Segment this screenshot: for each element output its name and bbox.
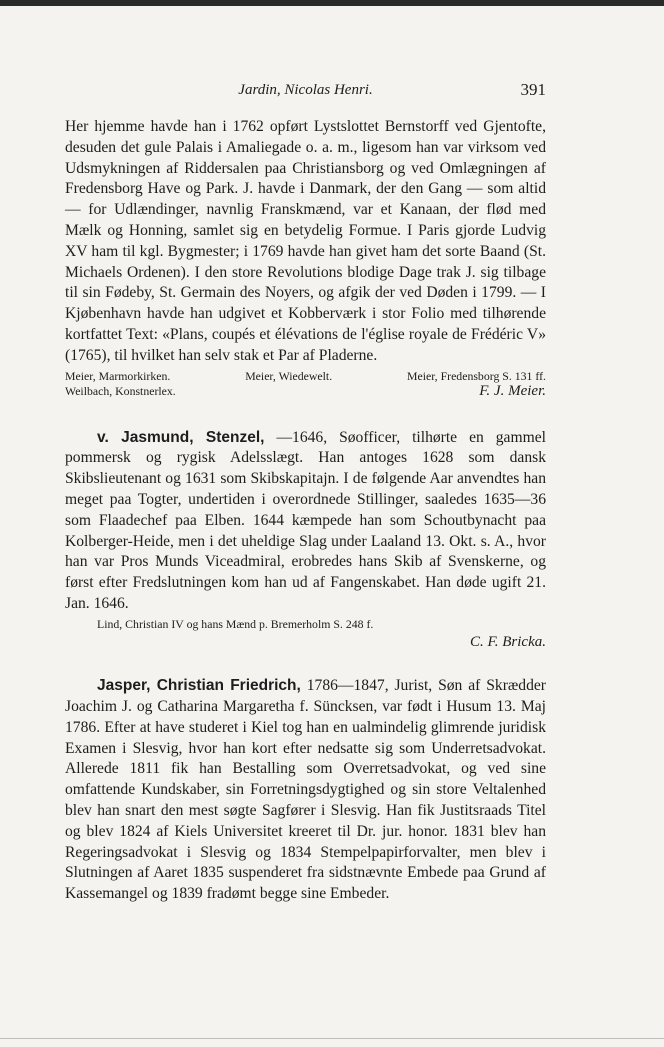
page-header [65,80,546,104]
entry-jardin-references [65,369,546,400]
reference: Lind, Christian IV og hans Mænd p. Bremerholm S. 248 f. [97,616,374,631]
reference: Meier, Marmorkirken. [65,368,171,383]
entry-jardin-body: Her hjemme havde han i 1762 opført Lystslottet Bernstorff ved Gjentofte, desuden det gule Palais i Amaliegade o. a. m., ligesom han var virksom ved Udsmykningen af Riddersalen paa Christiansborg og ved Omlægningen af Fredensborg Have og Park. J. havde i Danmark, der den Gang — som altid — for Udlændinger, navnlig Franskmænd, var et Kanaan, der flød med Mælk og Honning, samlet sig en betydelig Formue. I Paris gjorde Ludvig XV ham til kgl. Bygmester; i 1769 havde han givet ham det sorte Baand (St. Michaels Ordenen). I den store Revolutions blodige Dage trak J. sig tilbage til sin Fødeby, St. Germain des Noyers, og afgik der ved Døden i 1799. — I Kjøbenhavn havde han udgivet et Kobberværk i stor Folio med tilhørende kortfattet Text: «Plans, coupés et élévations de l'église royale de Frédéric V» (1765), til hvilket han selv stak et Par af Pladerne. [65,118,546,364]
entry-jasmund [65,428,546,615]
reference: Meier, Wiedewelt. [245,368,333,383]
entry-jasmund-references [65,617,546,633]
page-number: 391 [520,80,546,99]
entry-jasper [65,676,546,905]
reference-line [65,369,546,385]
entry-heading: v. Jasmund, Stenzel, [97,428,265,446]
reference: Weilbach, Konstnerlex. [65,384,176,399]
entry-heading: Jasper, Christian Friedrich, [97,677,301,695]
entry-author: C. F. Bricka. [470,634,546,651]
reference: Meier, Fredensborg S. 131 ff. [406,368,546,383]
entry-jasmund-body: —1646, Søofficer, tilhørte en gammel pommersk og rygisk Adelsslægt. Han antoges 1628 som dansk Skibslieutenant og 1631 som Skibskapitajn. I de følgende Aar anvendtes han meget paa Togter, undertiden i overordnede Stillinger, saaledes 1635—36 som Flaadechef paa Elben. 1644 kæmpede han som Schoutbynacht paa Kolberger-Heide, men i det uheldige Slag under Laaland 13. Okt. s. A., hvor han var Pros Munds Viceadmiral, erobredes hans Skib af Svenskerne, og først efter Fredslutningen kom han ud af Fangenskabet. Han døde ugift 21. Jan. 1646. [65,428,546,612]
running-head: Jardin, Nicolas Henri. [238,82,373,98]
page-content [65,117,546,905]
page-top-edge [0,0,664,6]
reference-line [65,384,546,400]
entry-author: F. J. Meier. [479,383,546,400]
entry-jasper-body: 1786—1847, Jurist, Søn af Skrædder Joachim J. og Catharina Margaretha f. Süncksen, var født i Husum 13. Maj 1786. Efter at have studeret i Kiel tog han en ualmindelig glimrende juridisk Examen i Slesvig, hvor han kort efter nedsatte sig som Underretsadvokat. Allerede 1811 fik han Bestalling som Overretsadvokat, og ved sine omfattende Kundskaber, sin Forretningsdygtighed og sin store Veltalenhed blev han snart den mest søgte Sagfører i Slesvig. Han fik Justitsraads Titel og blev 1824 af Kiels Universitet kreeret til Dr. jur. honor. 1831 blev han Regeringsadvokat i Slesvig og 1834 Stempelpapirforvalter, men blev i Slutningen af Aaret 1835 suspenderet fra sidstnævnte Embede paa Grund af Kassemangel og 1839 fradømt begge sine Embeder. [65,677,546,903]
